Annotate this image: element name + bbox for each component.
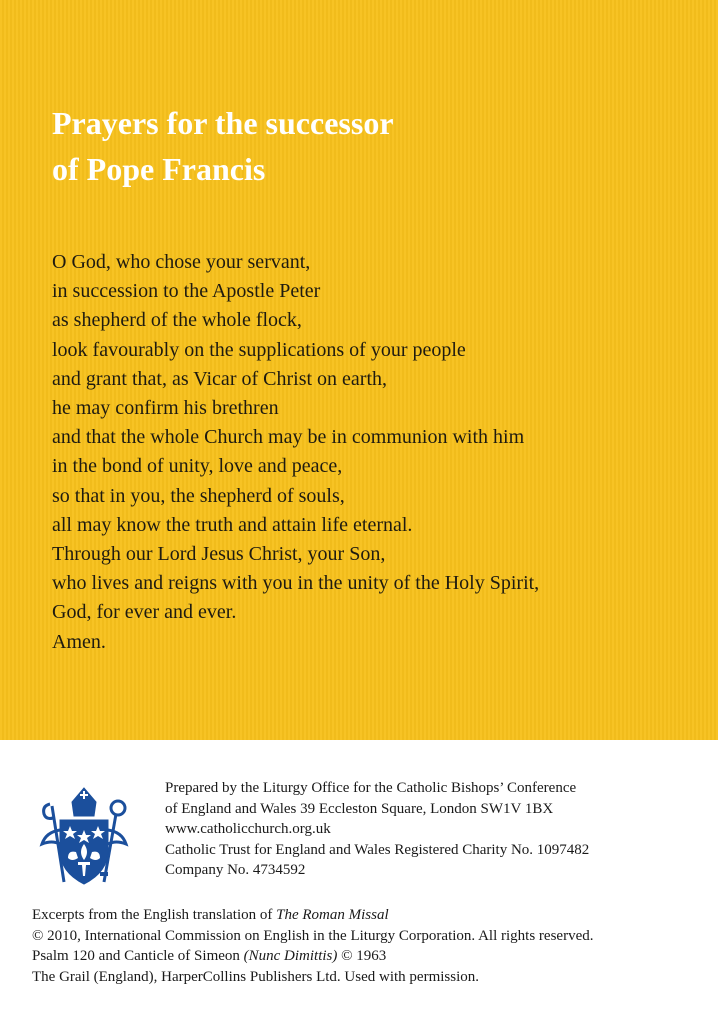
prayer-line: and that the whole Church may be in communion with him (52, 426, 525, 449)
missal-title: The Roman Missal (276, 907, 389, 923)
prayer-text (52, 248, 539, 657)
prayer-line: look favourably on the supplications of your people (52, 338, 466, 361)
prayer-line: O God, who chose your servant, (52, 251, 311, 273)
charity-line: Catholic Trust for England and Wales Registered Charity No. 1097482 (165, 841, 590, 858)
title-line: of Pope Francis (52, 151, 266, 187)
credit-line-2: © 2010, International Commission on English in the Liturgy Corporation. All rights reserved. (32, 927, 594, 944)
publisher-info (165, 778, 589, 881)
prayer-line: all may know the truth and attain life eternal. (52, 513, 413, 536)
bishops-conference-crest-icon (30, 786, 138, 892)
prepared-by-line: Prepared by the Liturgy Office for the Catholic Bishops’ Conference (165, 780, 577, 796)
credit-line-1 (32, 905, 593, 926)
prayer-line: so that in you, the shepherd of souls, (52, 484, 345, 507)
address-line: of England and Wales 39 Eccleston Square, London SW1V 1BX (165, 800, 554, 817)
company-line: Company No. 4734592 (165, 862, 306, 879)
credit-line-3 (32, 946, 593, 967)
prayer-line: God, for ever and ever. (52, 601, 237, 624)
credit-line-4: The Grail (England), HarperCollins Publishers Ltd. Used with permission. (32, 968, 480, 985)
prayer-line: who lives and reigns with you in the unity of the Holy Spirit, (52, 572, 540, 595)
prayer-line: in the bond of unity, love and peace, (52, 455, 343, 478)
prayer-line: Through our Lord Jesus Christ, your Son, (52, 543, 386, 566)
title-line: Prayers for the successor (52, 105, 394, 141)
website-link[interactable]: www.catholicchurch.org.uk (165, 821, 331, 838)
credit-text: Psalm 120 and Canticle of Simeon (32, 948, 244, 965)
page-title (52, 100, 394, 192)
prayer-line: and grant that, as Vicar of Christ on earth, (52, 367, 387, 390)
copyright-credits (32, 905, 593, 987)
nunc-dimittis-title: (Nunc Dimittis) (243, 948, 338, 965)
credit-text: © 1963 (337, 948, 387, 965)
prayer-line: in succession to the Apostle Peter (52, 280, 321, 303)
credit-text: Excerpts from the English translation of (32, 907, 277, 923)
prayer-line: as shepherd of the whole flock, (52, 309, 302, 332)
prayer-line: Amen. (52, 630, 106, 653)
prayer-line: he may confirm his brethren (52, 397, 279, 420)
